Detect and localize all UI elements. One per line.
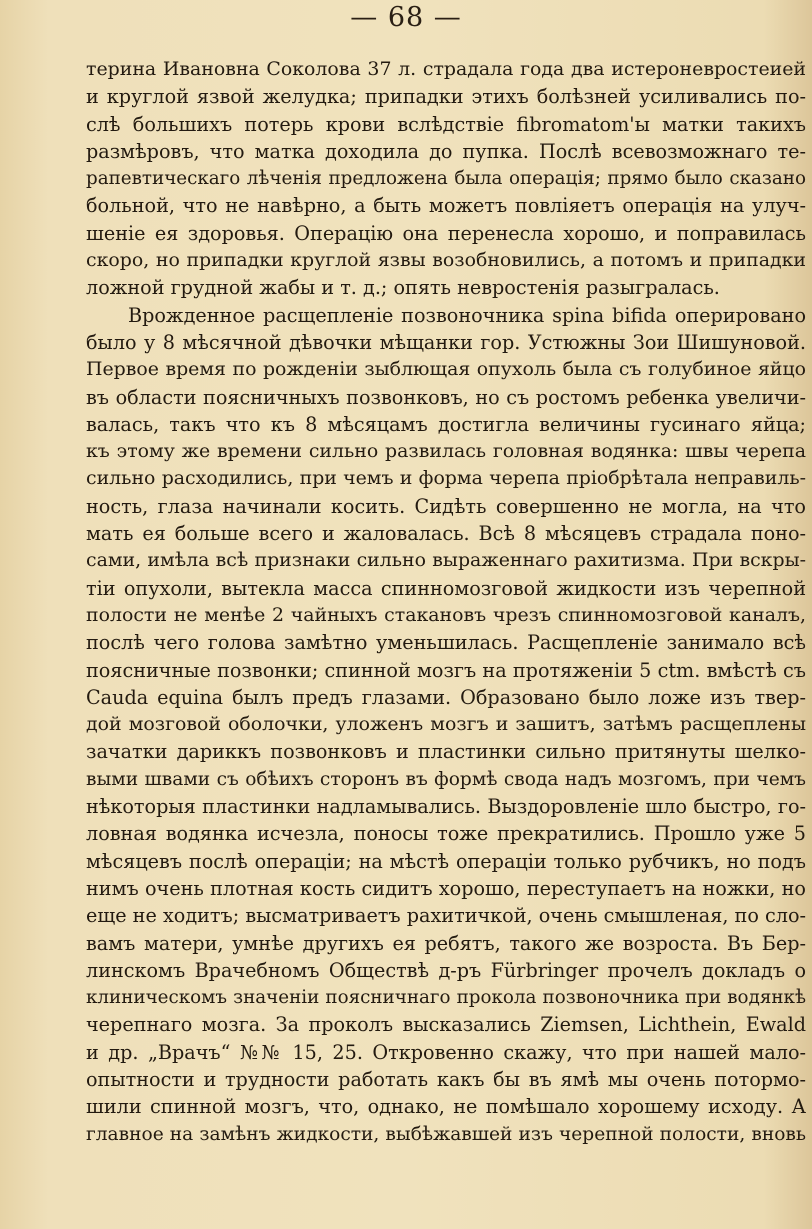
text-line: ложной грудной жабы и т. д.; опять невростенія разыгралась. — [86, 276, 720, 300]
text-line: ность, глаза начинали косить. Сидѣть совершенно не могла, на что — [86, 494, 806, 518]
text-line: было у 8 мѣсячной дѣвочки мѣщанки гор. Устюжны Зои Шишуновой. — [86, 330, 806, 354]
text-line: нимъ очень плотная кость сидитъ хорошо, переступаетъ на ножки, но — [86, 876, 806, 900]
text-line: Первое время по рожденіи зыблющая опухоль была съ голубиное яйцо — [86, 358, 806, 381]
text-line: больной, что не навѣрно, а быть можетъ повліяетъ операція на улуч- — [86, 194, 806, 218]
text-line: мать ея больше всего и жаловалась. Всѣ 8 мѣсяцевъ страдала поно- — [86, 522, 806, 546]
text-line: размѣровъ, что матка доходила до пупка. Послѣ всевозможнаго те- — [86, 139, 806, 163]
text-line: линскомъ Врачебномъ Обществѣ д-ръ Fürbringer прочелъ докладъ о — [86, 958, 806, 982]
text-line: мѣсяцевъ послѣ операціи; на мѣстѣ операціи только рубчикъ, но подъ — [86, 849, 806, 873]
text-line: выми швами съ обѣихъ сторонъ въ формѣ свода надъ мозгомъ, при чемъ — [86, 768, 806, 790]
text-line: Cauda equina былъ предъ глазами. Образовано было ложе изъ твер- — [86, 685, 806, 709]
text-line: въ области поясничныхъ позвонковъ, но съ ростомъ ребенка увеличи- — [86, 385, 806, 409]
text-line: клиническомъ значеніи поясничнаго прокола позвоночника при водянкѣ — [86, 987, 806, 1009]
text-line: ловная водянка исчезла, поносы тоже прекратились. Прошло уже 5 — [86, 822, 806, 846]
text-line: послѣ чего голова замѣтно уменьшилась. Расщепленіе занимало всѣ — [86, 631, 806, 655]
text-line: валась, такъ что къ 8 мѣсяцамъ достигла величины гусинаго яйца; — [86, 412, 806, 436]
text-line: слѣ большихъ потерь крови вслѣдствіе fibromatom'ы матки такихъ — [86, 112, 806, 136]
text-line: шеніе ея здоровья. Операцію она перенесла хорошо, и поправилась — [86, 221, 806, 245]
text-line: опытности и трудности работать какъ бы въ ямѣ мы очень потормо- — [86, 1067, 806, 1091]
text-line: сами, имѣла всѣ признаки сильно выраженнаго рахитизма. При вскры- — [86, 549, 806, 572]
text-line: еще не ходитъ; высматриваетъ рахитичкой, очень смышленая, по сло- — [86, 904, 806, 928]
text-line: нѣкоторыя пластинки надламывались. Выздоровленіе шло быстро, го- — [86, 795, 806, 819]
text-line: черепнаго мозга. За проколъ высказались Ziemsen, Lichthein, Ewald — [86, 1013, 806, 1037]
text-line: поясничные позвонки; спинной мозгъ на протяженіи 5 ctm. вмѣстѣ съ — [86, 658, 806, 682]
text-line: тіи опухоли, вытекла масса спинномозговой жидкости изъ черепной — [86, 576, 806, 600]
page-number: — 68 — — [350, 2, 462, 33]
text-line: дой мозговой оболочки, уложенъ мозгъ и зашитъ, затѣмъ расщеплены — [86, 713, 806, 736]
text-line: полости не менѣе 2 чайныхъ стакановъ чрезъ спинномозговой каналъ, — [86, 603, 806, 626]
text-line: Врожденное расщепленіе позвоночника spina bifida оперировано — [128, 303, 806, 327]
body-text — [86, 56, 806, 1148]
text-line: къ этому же времени сильно развилась головная водянка: швы черепа — [86, 440, 806, 463]
text-line: терина Ивановна Соколова 37 л. страдала года два истероневростеией — [86, 58, 806, 80]
text-line: сильно расходились, при чемъ и форма черепа пріобрѣтала неправиль- — [86, 467, 806, 490]
text-line: и др. „Врачъ“ №№ 15, 25. Откровенно скажу, что при нашей мало- — [86, 1040, 806, 1064]
text-line: и круглой язвой желудка; припадки этихъ болѣзней усиливались по- — [86, 85, 806, 109]
text-line: скоро, но припадки круглой язвы возобновились, а потомъ и припадки — [86, 249, 806, 272]
text-line: главное на замѣнъ жидкости, выбѣжавшей изъ черепной полости, вновь — [86, 1123, 806, 1145]
text-line: зачатки дариккъ позвонковъ и пластинки сильно притянуты шелко- — [86, 740, 806, 764]
text-line: вамъ матери, умнѣе другихъ ея ребятъ, такого же возроста. Въ Бер- — [86, 931, 806, 955]
text-line: рапевтическаго лѣченія предложена была операція; прямо было сказано — [86, 168, 806, 190]
text-line: шили спинной мозгъ, что, однако, не помѣшало хорошему исходу. А — [86, 1095, 806, 1119]
